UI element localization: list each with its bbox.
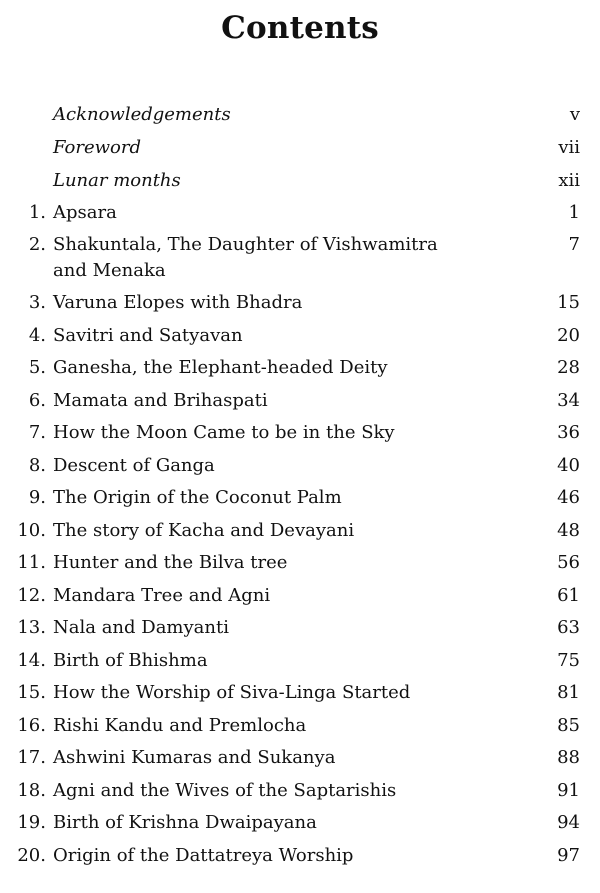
toc-entry-number: 8. (28, 455, 46, 476)
toc-entry-number: 14. (17, 650, 46, 671)
toc-entry-page: 1 (568, 202, 580, 223)
toc-entry-title: Mamata and Brihaspati (53, 390, 268, 411)
toc-entry-page: v (569, 104, 580, 125)
toc-entry-page: 85 (557, 715, 580, 736)
toc-entry-title: Lunar months (53, 170, 181, 191)
toc-entry-title: Varuna Elopes with Bhadra (53, 292, 303, 313)
toc-entry-title: Acknowledgements (53, 104, 231, 125)
toc-entry-page: 61 (557, 585, 580, 606)
toc-entry-page: 81 (557, 682, 580, 703)
toc-entry-number: 2. (28, 234, 46, 255)
toc-entry-page: 91 (557, 780, 580, 801)
toc-entry-title: Nala and Damyanti (53, 617, 229, 638)
toc-entry-number: 6. (28, 390, 46, 411)
toc-entry-title: Agni and the Wives of the Saptarishis (53, 780, 397, 801)
toc-entry-number: 5. (28, 357, 46, 378)
toc-entry-title: Hunter and the Bilva tree (53, 552, 288, 573)
toc-entry-title: How the Worship of Siva-Linga Started (53, 682, 411, 703)
toc-entry-number: 3. (28, 292, 46, 313)
toc-entry-title: Apsara (53, 202, 117, 223)
toc-entry-number: 18. (17, 780, 46, 801)
toc-entry-title: Birth of Krishna Dwaipayana (53, 812, 317, 833)
toc-entry-page: 88 (557, 747, 580, 768)
toc-entry-title: Mandara Tree and Agni (53, 585, 271, 606)
toc-entry-number: 7. (28, 422, 46, 443)
toc-entry-title: Savitri and Satyavan (53, 325, 243, 346)
toc-entry-number: 20. (17, 845, 46, 866)
toc-entry-title: The story of Kacha and Devayani (53, 520, 355, 541)
toc-entry-page: 7 (568, 234, 580, 255)
toc-entry-page: 20 (557, 325, 580, 346)
toc-entry-title: Foreword (53, 137, 141, 158)
toc-entry-number: 4. (28, 325, 46, 346)
toc-entry-number: 19. (17, 812, 46, 833)
toc-entry-page: vii (558, 137, 580, 158)
toc-entry-title: Origin of the Dattatreya Worship (53, 845, 354, 866)
toc-entry-page: 36 (557, 422, 580, 443)
toc-entry-page: 56 (557, 552, 580, 573)
toc-entry-title: Shakuntala, The Daughter of Vishwamitra and Menaka (53, 234, 438, 281)
toc-entry-number: 17. (17, 747, 46, 768)
toc-entry-title: Rishi Kandu and Premlocha (53, 715, 307, 736)
toc-entry-number: 13. (17, 617, 46, 638)
toc-entry-page: 15 (557, 292, 580, 313)
toc-entry-page: xii (558, 170, 580, 191)
toc-entry-page: 40 (557, 455, 580, 476)
toc-entry-number: 9. (28, 487, 46, 508)
toc-entry-page: 63 (557, 617, 580, 638)
toc-entry-page: 94 (557, 812, 580, 833)
page-title: Contents (221, 10, 379, 46)
toc-entry-title: Birth of Bhishma (53, 650, 208, 671)
toc-entry-number: 11. (17, 552, 46, 573)
toc-entry-number: 1. (28, 202, 46, 223)
toc-entry-page: 28 (557, 357, 580, 378)
toc-entry-page: 75 (557, 650, 580, 671)
toc-entry-page: 34 (557, 390, 580, 411)
toc-entry-page: 97 (557, 845, 580, 866)
toc-entry-number: 12. (17, 585, 46, 606)
toc-entry-title: Descent of Ganga (53, 455, 215, 476)
toc-entry-title: The Origin of the Coconut Palm (53, 487, 342, 508)
toc-entry-number: 10. (17, 520, 46, 541)
toc-entry-title: How the Moon Came to be in the Sky (53, 422, 395, 443)
toc-entry-title: Ganesha, the Elephant-headed Deity (53, 357, 388, 378)
toc-entry-number: 15. (17, 682, 46, 703)
toc-entry-number: 16. (17, 715, 46, 736)
toc-entry-title: Ashwini Kumaras and Sukanya (53, 747, 336, 768)
toc-entry-page: 48 (557, 520, 580, 541)
toc-entry-page: 46 (557, 487, 580, 508)
